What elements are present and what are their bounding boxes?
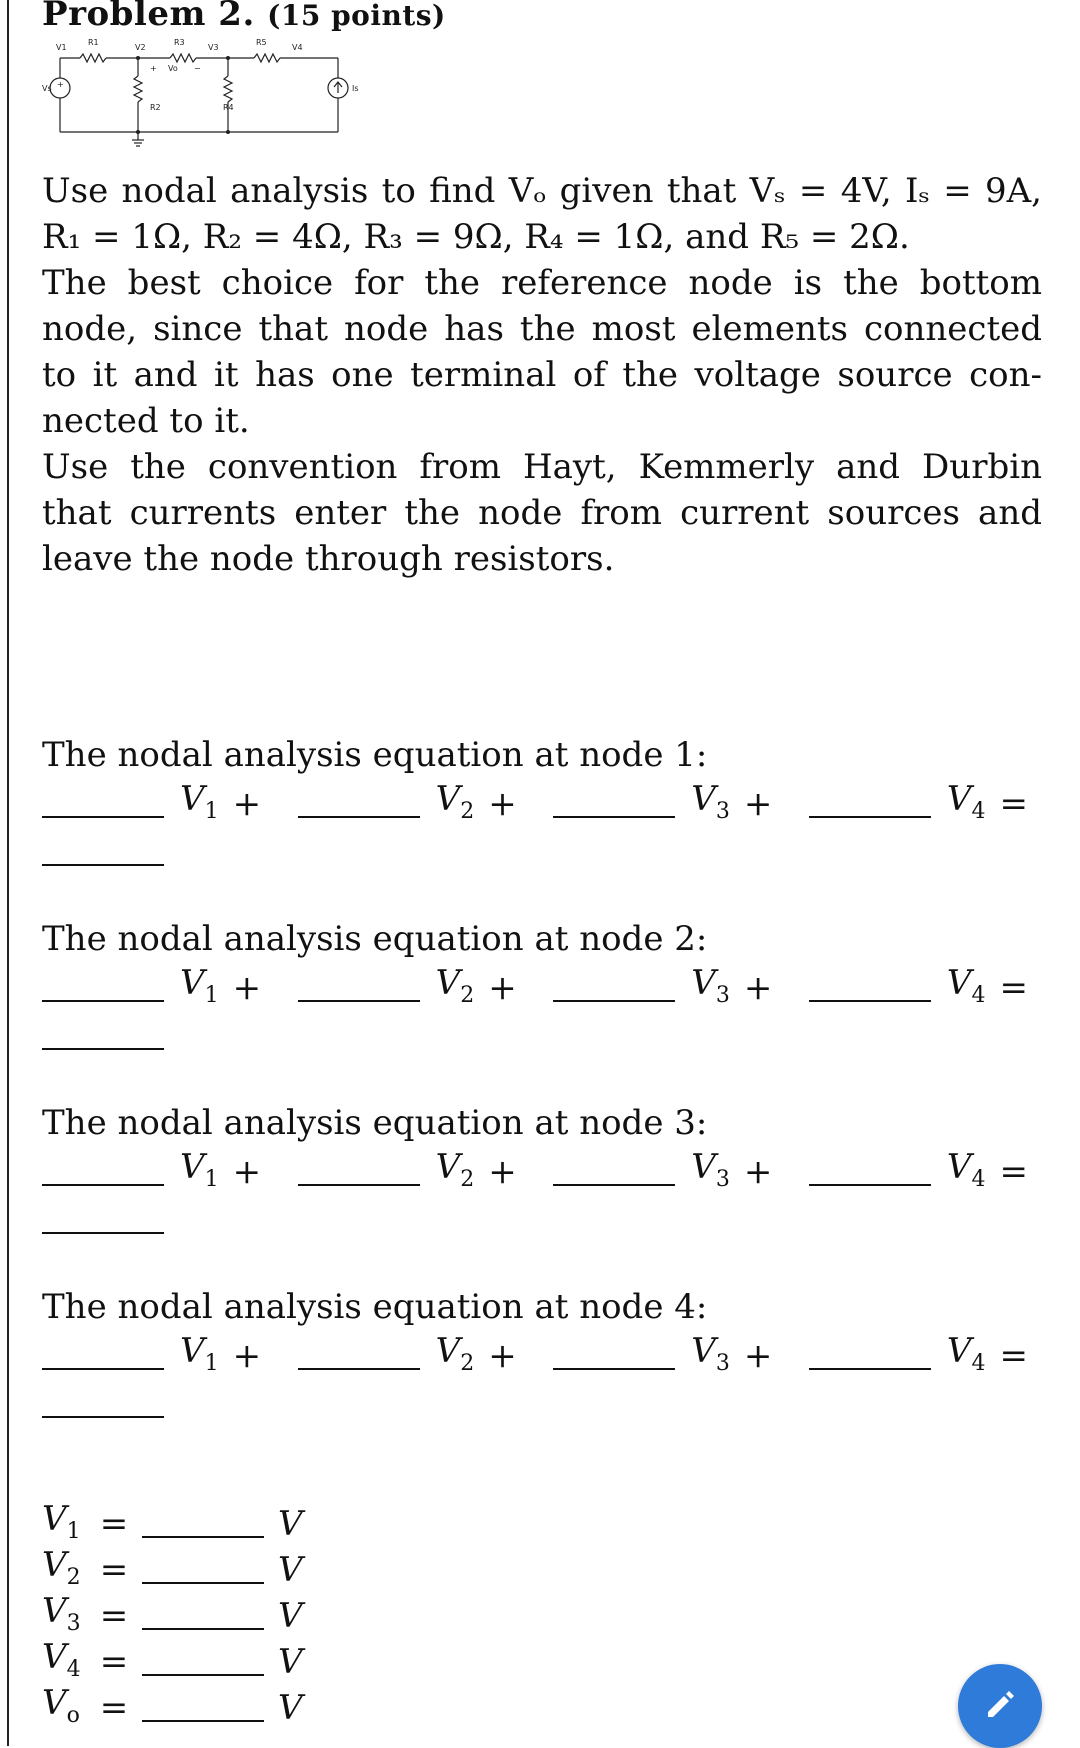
problem-statement (42, 168, 1042, 582)
answer-blank[interactable] (142, 1674, 264, 1676)
vo-plus: + (150, 64, 157, 73)
statement-convention: Use the convention from Hayt, Kemmerly and Durbin that currents enter the node from current sources and leave the node through resistors. (42, 447, 1042, 579)
coefficient-blank-v1[interactable] (42, 1000, 164, 1002)
resistor-r3 (170, 54, 196, 62)
equation-row (42, 964, 1042, 1008)
variable-v2: $V_2$ (435, 779, 475, 824)
answer-variable: $V_3$ (42, 1591, 81, 1636)
equation-row (42, 780, 1042, 824)
equation-row (42, 1332, 1042, 1376)
edit-button[interactable] (958, 1664, 1042, 1748)
coefficient-blank-v2[interactable] (298, 1000, 420, 1002)
node-equation-2 (42, 916, 1047, 1100)
equals-sign: = (999, 1336, 1028, 1376)
node-equation-heading: The nodal analysis equation at node 3: (42, 1103, 708, 1143)
resistor-label-r4: R4 (223, 103, 234, 112)
plus-sign: + (232, 1336, 262, 1376)
statement-given-values: Use nodal analysis to find Vₒ given that Vₛ = 4V, Iₛ = 9A, R₁ = 1Ω, R₂ = 4Ω, R₃ = 9Ω, R₄ = 1Ω, and R₅ = 2Ω. (42, 171, 1042, 257)
variable-v4: $V_4$ (946, 1331, 986, 1376)
equals-sign: = (999, 968, 1028, 1008)
coefficient-blank-v3[interactable] (553, 816, 675, 818)
node-label-v1: V1 (56, 43, 67, 52)
coefficient-blank-v3[interactable] (553, 1184, 675, 1186)
plus-sign: + (232, 784, 262, 824)
vo-label: Vo (168, 64, 178, 73)
coefficient-blank-v4[interactable] (809, 1000, 931, 1002)
answer-row-v4 (42, 1636, 303, 1682)
variable-v3: $V_3$ (691, 779, 730, 824)
source-label-is: Is (352, 84, 359, 93)
resistor-label-r5: R5 (256, 38, 267, 47)
nodal-equations (42, 732, 1047, 1468)
plus-sign: + (488, 968, 517, 1008)
variable-v2: $V_2$ (435, 1147, 475, 1192)
variable-v1: $V_1$ (180, 1147, 219, 1192)
node-label-v2: V2 (135, 43, 146, 52)
answer-blank[interactable] (142, 1628, 264, 1630)
rhs-blank[interactable] (42, 864, 164, 866)
problem-title (42, 0, 446, 34)
equals-sign: = (99, 1596, 129, 1636)
node-label-v4: V4 (292, 43, 303, 52)
coefficient-blank-v3[interactable] (553, 1368, 675, 1370)
problem-points: (15 points) (267, 0, 446, 32)
answer-unit: V (278, 1596, 303, 1636)
resistor-label-r2: R2 (150, 103, 161, 112)
answer-variable: $V_4$ (42, 1637, 81, 1682)
page-left-border (7, 0, 9, 1746)
answer-blank[interactable] (142, 1720, 264, 1722)
rhs-blank[interactable] (42, 1048, 164, 1050)
coefficient-blank-v2[interactable] (298, 1368, 420, 1370)
answer-unit: V (278, 1550, 303, 1590)
plus-sign: + (743, 1336, 773, 1376)
equals-sign: = (99, 1642, 129, 1682)
resistor-r4 (224, 76, 232, 102)
plus-sign: + (488, 1336, 517, 1376)
coefficient-blank-v1[interactable] (42, 1184, 164, 1186)
vs-plus-sign: + (57, 80, 64, 89)
answer-block (42, 1498, 303, 1728)
answer-unit: V (278, 1504, 303, 1544)
variable-v4: $V_4$ (946, 963, 986, 1008)
variable-v3: $V_3$ (691, 963, 730, 1008)
variable-v3: $V_3$ (691, 1331, 730, 1376)
plus-sign: + (488, 1152, 517, 1192)
answer-variable: $V_2$ (42, 1545, 81, 1590)
equals-sign: = (999, 784, 1028, 824)
plus-sign: + (488, 784, 517, 824)
resistor-label-r3: R3 (174, 38, 185, 47)
variable-v2: $V_2$ (435, 1331, 475, 1376)
coefficient-blank-v4[interactable] (809, 1368, 931, 1370)
plus-sign: + (232, 1152, 262, 1192)
node-equation-heading: The nodal analysis equation at node 1: (42, 735, 708, 775)
plus-sign: + (743, 1152, 773, 1192)
node-equation-heading: The nodal analysis equation at node 4: (42, 1287, 708, 1327)
coefficient-blank-v4[interactable] (809, 816, 931, 818)
statement-reference-node: The best choice for the reference node is the bottom node, since that node has the most elements connected to it and it has one terminal of the voltage source con-nected to it. (42, 263, 1042, 441)
node-equation-3 (42, 1100, 1047, 1284)
answer-row-v3 (42, 1590, 303, 1636)
source-label-vs: Vs (42, 84, 52, 93)
equals-sign: = (999, 1152, 1028, 1192)
pencil-icon (980, 1684, 1020, 1724)
coefficient-blank-v2[interactable] (298, 1184, 420, 1186)
variable-v2: $V_2$ (435, 963, 475, 1008)
answer-unit: V (278, 1642, 303, 1682)
node-label-v3: V3 (208, 43, 219, 52)
answer-blank[interactable] (142, 1582, 264, 1584)
answer-variable: $V_o$ (42, 1683, 80, 1728)
equals-sign: = (99, 1504, 129, 1544)
answer-row-v1 (42, 1498, 303, 1544)
resistor-r2 (134, 76, 142, 102)
coefficient-blank-v1[interactable] (42, 1368, 164, 1370)
equals-sign: = (99, 1688, 129, 1728)
rhs-blank[interactable] (42, 1232, 164, 1234)
answer-blank[interactable] (142, 1536, 264, 1538)
node-equation-1 (42, 732, 1047, 916)
node-equation-heading: The nodal analysis equation at node 2: (42, 919, 708, 959)
variable-v4: $V_4$ (946, 1147, 986, 1192)
rhs-blank[interactable] (42, 1416, 164, 1418)
resistor-label-r1: R1 (88, 38, 99, 47)
coefficient-blank-v4[interactable] (809, 1184, 931, 1186)
node-equation-4 (42, 1284, 1047, 1468)
variable-v4: $V_4$ (946, 779, 986, 824)
resistor-r5 (254, 54, 280, 62)
coefficient-blank-v3[interactable] (553, 1000, 675, 1002)
coefficient-blank-v1[interactable] (42, 816, 164, 818)
coefficient-blank-v2[interactable] (298, 816, 420, 818)
problem-title-label: Problem 2. (42, 0, 255, 34)
plus-sign: + (743, 784, 773, 824)
resistor-r1 (80, 54, 106, 62)
answer-row-vo (42, 1682, 303, 1728)
variable-v1: $V_1$ (180, 963, 219, 1008)
plus-sign: + (743, 968, 773, 1008)
variable-v1: $V_1$ (180, 1331, 219, 1376)
variable-v3: $V_3$ (691, 1147, 730, 1192)
vo-minus: − (194, 64, 201, 73)
variable-v1: $V_1$ (180, 779, 219, 824)
equals-sign: = (99, 1550, 129, 1590)
answer-row-v2 (42, 1544, 303, 1590)
answer-unit: V (278, 1688, 303, 1728)
answer-variable: $V_1$ (42, 1499, 81, 1544)
plus-sign: + (232, 968, 262, 1008)
equation-row (42, 1148, 1042, 1192)
circuit-diagram (42, 36, 359, 146)
